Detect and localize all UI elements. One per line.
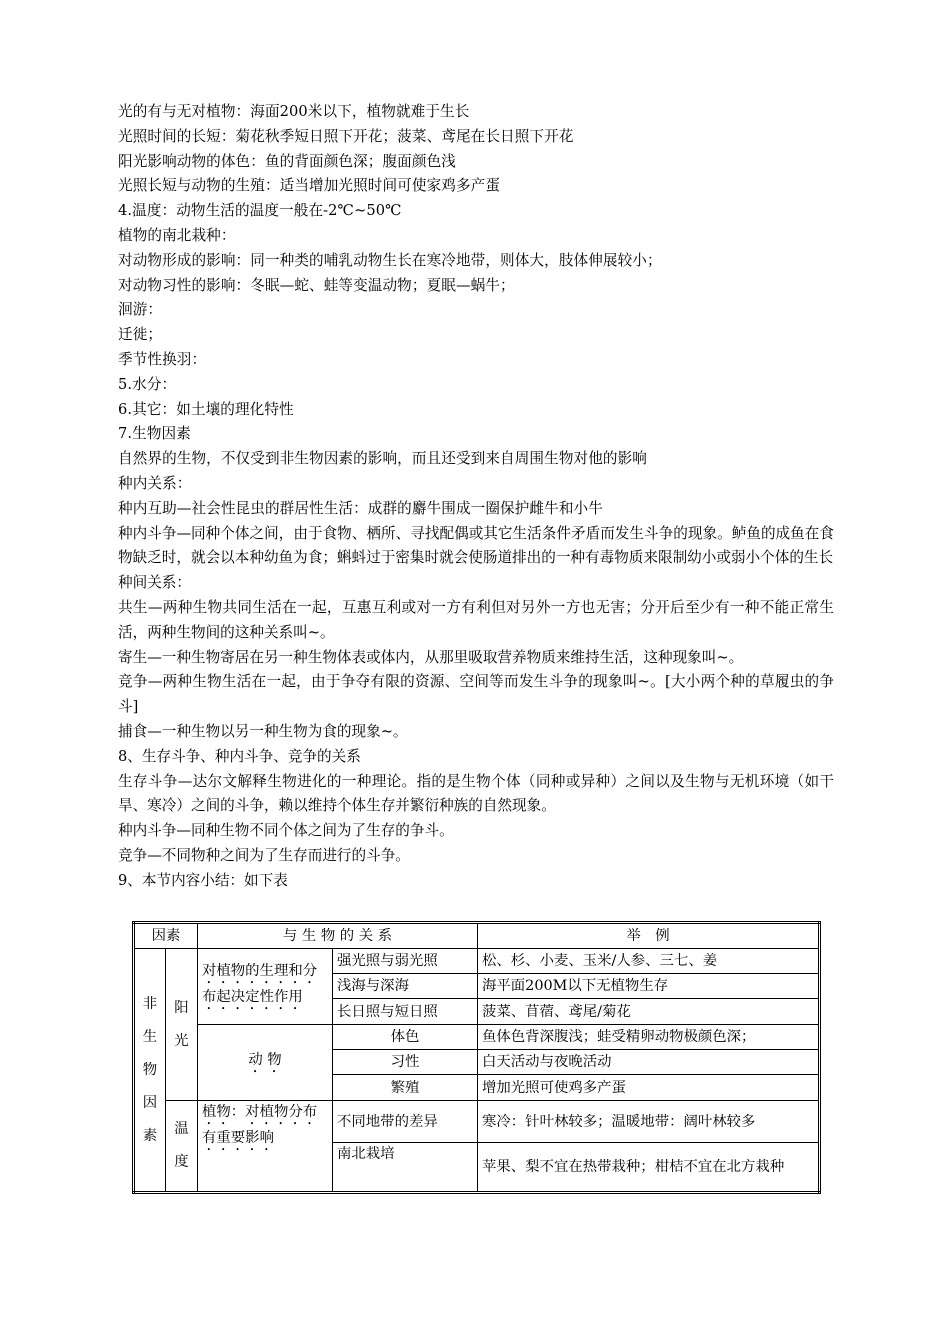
sub-relation: 繁殖 — [333, 1075, 478, 1101]
sub-relation: 习性 — [333, 1050, 478, 1075]
example-cell: 海平面200M以下无植物生存 — [478, 974, 820, 999]
table-row — [134, 949, 820, 974]
paragraph: 共生—两种生物共同生活在一起，互惠互利或对一方有利但对另外一方也无害；分开后至少有一种不能正常生活，两种生物间的这种关系叫~。 — [118, 598, 834, 641]
paragraph: 竞争—两种生物生活在一起，由于争夺有限的资源、空间等而发生斗争的现象叫~。[大小两个种的草履虫的争斗] — [118, 673, 834, 716]
summary-table — [132, 921, 821, 1194]
example-cell: 增加光照可使鸡多产蛋 — [478, 1075, 820, 1101]
text-line: 自然界的生物，不仅受到非生物因素的影响，而且还受到来自周围生物对他的影响 — [118, 450, 647, 468]
text-line: 阳光影响动物的体色：鱼的背面颜色深；腹面颜色浅 — [118, 152, 456, 170]
text-line: 迁徙； — [118, 326, 163, 344]
header-example: 举 例 — [478, 923, 820, 949]
text-line: 光照长短与动物的生殖：适当增加光照时间可使家鸡多产蛋 — [118, 177, 501, 195]
text-line: 对动物习性的影响：冬眠—蛇、蛙等变温动物；夏眠—蜗牛； — [118, 276, 515, 294]
header-factor: 因素 — [134, 923, 198, 949]
text-line: 光照时间的长短：菊花秋季短日照下开花；菠菜、鸢尾在长日照下开花 — [118, 127, 574, 145]
sub-relation: 体色 — [333, 1025, 478, 1050]
paragraph: 种内斗争—同种个体之间，由于食物、栖所、寻找配偶或其它生活条件矛盾而发生斗争的现象。鲈鱼的成鱼在食物缺乏时，就会以本种幼鱼为食；蝌蚪过于密集时就会使肠道排出的一种有毒物质来限制幼小或弱小个体的生长 — [118, 524, 834, 567]
table-row — [134, 1101, 820, 1143]
section-heading: 4.温度：动物生活的温度一般在-2℃~50℃ — [118, 202, 402, 220]
text-line: 光的有与无对植物：海面200米以下，植物就难于生长 — [118, 103, 470, 120]
section-heading: 9、本节内容小结：如下表 — [118, 871, 288, 889]
section-heading: 8、生存斗争、种内斗争、竞争的关系 — [118, 747, 361, 765]
text-line: 对动物形成的影响：同一种类的哺乳动物生长在寒冷地带，则体大，肢体伸展较小； — [118, 251, 662, 269]
paragraph: 捕食—一种生物以另一种生物为食的现象~。 — [118, 722, 408, 740]
sub-relation: 不同地带的差异 — [333, 1101, 478, 1143]
sunlight-cell: 阳 光 — [166, 949, 198, 1101]
animal-relation: 动 物 — [198, 1025, 333, 1101]
paragraph: 寄生—一种生物寄居在另一种生物体表或体内，从那里吸取营养物质来维持生活，这种现象叫~。 — [118, 648, 744, 666]
nonbio-factor-cell: 非 生 物 因 素 — [134, 949, 166, 1193]
example-cell: 白天活动与夜晚活动 — [478, 1050, 820, 1075]
example-cell: 菠菜、苜蓿、鸢尾/菊花 — [478, 999, 820, 1025]
sub-relation: 强光照与弱光照 — [333, 949, 478, 974]
section-heading: 6.其它：如土壤的理化特性 — [118, 400, 294, 418]
example-cell: 寒冷：针叶林较多；温暖地带：阔叶林较多 — [478, 1101, 820, 1143]
sub-relation: 南北栽培 — [333, 1143, 478, 1193]
text-line: 种内互助—社会性昆虫的群居性生活：成群的麝牛围成一圈保护雌牛和小牛 — [118, 499, 603, 517]
header-relation: 与 生 物 的 关 系 — [198, 923, 478, 949]
plant-temp-relation: 植物：对植物分布有重要影响 — [198, 1101, 333, 1193]
paragraph: 竞争—不同物种之间为了生存而进行的斗争。 — [118, 846, 410, 864]
paragraph: 生存斗争—达尔文解释生物进化的一种理论。指的是生物个体（同种或异种）之间以及生物与无机环境（如干旱、寒冷）之间的斗争，赖以维持个体生存并繁衍种族的自然现象。 — [118, 772, 834, 815]
paragraph: 种间关系： — [118, 574, 191, 592]
section-heading: 7.生物因素 — [118, 425, 191, 443]
temperature-cell: 温 度 — [166, 1101, 198, 1193]
paragraph: 种内斗争—同种生物不同个体之间为了生存的争斗。 — [118, 822, 454, 840]
section-heading: 5.水分： — [118, 375, 177, 393]
sub-relation: 浅海与深海 — [333, 974, 478, 999]
example-cell: 苹果、梨不宜在热带栽种；柑桔不宜在北方栽种 — [478, 1143, 820, 1193]
text-line: 洄游： — [118, 301, 163, 319]
plant-light-relation: 对植物的生理和分布起决定性作用 — [198, 949, 333, 1025]
sub-relation: 长日照与短日照 — [333, 999, 478, 1025]
text-line: 植物的南北栽种： — [118, 226, 236, 244]
example-cell: 松、杉、小麦、玉米/人参、三七、姜 — [478, 949, 820, 974]
table-header-row — [134, 923, 820, 949]
text-line: 种内关系： — [118, 474, 192, 492]
example-cell: 鱼体色背深腹浅；蛙受精卵动物极颜色深； — [478, 1025, 820, 1050]
table-row — [134, 1025, 820, 1050]
document-body — [118, 100, 834, 894]
text-line: 季节性换羽： — [118, 350, 207, 368]
